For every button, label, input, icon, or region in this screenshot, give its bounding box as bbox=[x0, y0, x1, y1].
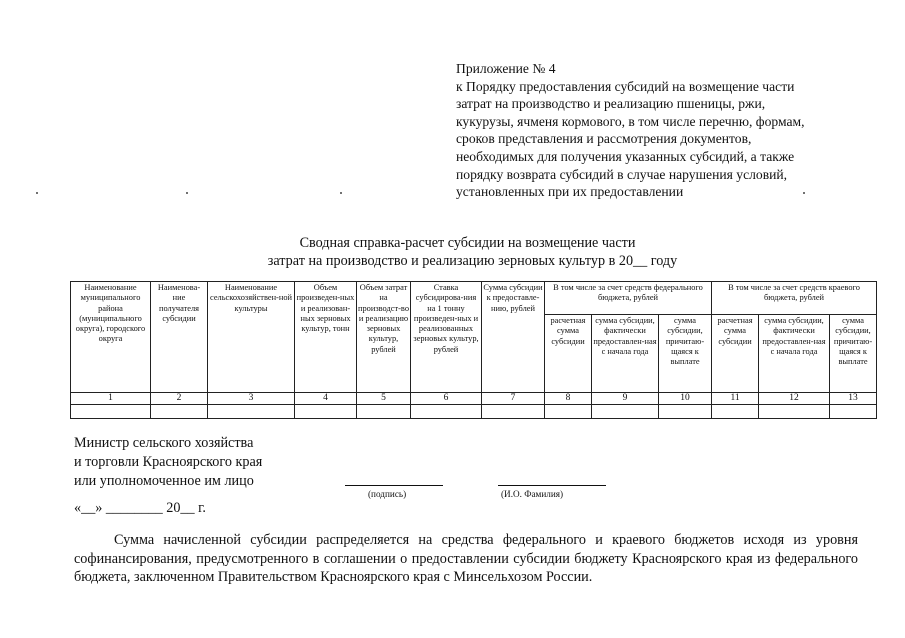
table-row bbox=[71, 405, 877, 419]
scan-dot bbox=[36, 192, 38, 194]
column-number: 7 bbox=[482, 393, 545, 405]
subsidy-table bbox=[70, 281, 877, 419]
header-group-regional: В том числе за счет средств краевого бюджета, рублей bbox=[712, 282, 877, 315]
document-title: Сводная справка-расчет субсидии на возмещение части bbox=[299, 235, 636, 251]
table-cell bbox=[295, 405, 357, 419]
scan-dot bbox=[186, 192, 188, 194]
appendix-header bbox=[456, 60, 876, 201]
column-number: 9 bbox=[592, 393, 659, 405]
header-cell: сумма субсидии, причитаю-щаяся к выплате bbox=[659, 314, 712, 392]
table-cell bbox=[151, 405, 208, 419]
table-cell bbox=[482, 405, 545, 419]
table-cell bbox=[411, 405, 482, 419]
table-header-row bbox=[71, 282, 877, 315]
scan-dot bbox=[803, 192, 805, 194]
table-cell bbox=[208, 405, 295, 419]
header-cell: расчетная сумма субсидии bbox=[545, 314, 592, 392]
minister-line: или уполномоченное им лицо bbox=[74, 473, 254, 489]
column-number: 4 bbox=[295, 393, 357, 405]
table-cell bbox=[712, 405, 759, 419]
name-line bbox=[498, 485, 606, 486]
header-cell: сумма субсидии, причитаю-щаяся к выплате bbox=[830, 314, 877, 392]
signature-line bbox=[345, 485, 443, 486]
header-cell: Объем затрат на производст-во и реализацию зерновых культур, рублей bbox=[357, 282, 411, 393]
header-cell: сумма субсидии, фактически предоставлен-ная с начала года bbox=[759, 314, 830, 392]
document-subtitle: затрат на производство и реализацию зерновых культур в 20__ году bbox=[267, 253, 678, 269]
header-cell: Наименование муниципального района (муниципального округа), городского округа bbox=[71, 282, 151, 393]
header-cell: Сумма субсидии к предоставле-нию, рублей bbox=[482, 282, 545, 393]
header-group-federal: В том числе за счет средств федерального бюджета, рублей bbox=[545, 282, 712, 315]
column-number: 5 bbox=[357, 393, 411, 405]
minister-line: Министр сельского хозяйства bbox=[74, 435, 254, 451]
appendix-line: установленных при их предоставлении bbox=[456, 184, 684, 200]
minister-block bbox=[74, 434, 262, 491]
appendix-line: кукурузы, ячменя кормового, в том числе перечню, формам, bbox=[456, 113, 805, 129]
appendix-line: порядку возврата субсидий в случае нарушения условий, bbox=[456, 166, 788, 182]
column-number: 6 bbox=[411, 393, 482, 405]
date-line: «__» ________ 20__ г. bbox=[74, 500, 206, 516]
header-cell: сумма субсидии, фактически предоставлен-ная с начала года bbox=[592, 314, 659, 392]
header-cell: расчетная сумма субсидии bbox=[712, 314, 759, 392]
minister-line: и торговли Красноярского края bbox=[74, 454, 263, 470]
column-number: 1 bbox=[71, 393, 151, 405]
column-number: 3 bbox=[208, 393, 295, 405]
table-cell bbox=[357, 405, 411, 419]
header-cell: Наименова-ние получателя субсидии bbox=[151, 282, 208, 393]
appendix-line: необходимых для получения указанных субсидий, а также bbox=[456, 148, 795, 164]
table-cell bbox=[830, 405, 877, 419]
note-paragraph bbox=[74, 531, 858, 587]
column-number: 8 bbox=[545, 393, 592, 405]
column-number: 10 bbox=[659, 393, 712, 405]
appendix-line: затрат на производство и реализацию пшеницы, ржи, bbox=[456, 96, 766, 112]
note-text: Сумма начисленной субсидии распределяется на средства федерального и краевого бюджетов исходя из уровня софинансирования, предусмотренного в соглашении о предоставлении субсидии бюджету Красноярского края из федерального бюджета, заключенном Правительством Красноярского края с Минсельхозом России. bbox=[74, 532, 858, 585]
appendix-line: к Порядку предоставления субсидий на возмещение части bbox=[456, 78, 795, 94]
column-number: 12 bbox=[759, 393, 830, 405]
table-cell bbox=[759, 405, 830, 419]
table-cell bbox=[659, 405, 712, 419]
header-cell: Объем произведен-ных и реализован-ных зерновых культур, тонн bbox=[295, 282, 357, 393]
appendix-line: Приложение № 4 bbox=[456, 61, 556, 76]
table-cell bbox=[592, 405, 659, 419]
header-cell: Ставка субсидирова-ния на 1 тонну произведен-ных и реализованных зерновых культур, рублей bbox=[411, 282, 482, 393]
table-cell bbox=[71, 405, 151, 419]
column-number: 2 bbox=[151, 393, 208, 405]
header-cell: Наименование сельскохозяйствен-ной культуры bbox=[208, 282, 295, 393]
signature-caption: (подпись) bbox=[368, 489, 407, 499]
column-number: 13 bbox=[830, 393, 877, 405]
appendix-line: сроков представления и рассмотрения документов, bbox=[456, 131, 752, 147]
column-number: 11 bbox=[712, 393, 759, 405]
column-number-row bbox=[71, 393, 877, 405]
scan-dot bbox=[340, 192, 342, 194]
table-cell bbox=[545, 405, 592, 419]
name-caption: (И.О. Фамилия) bbox=[501, 489, 564, 499]
